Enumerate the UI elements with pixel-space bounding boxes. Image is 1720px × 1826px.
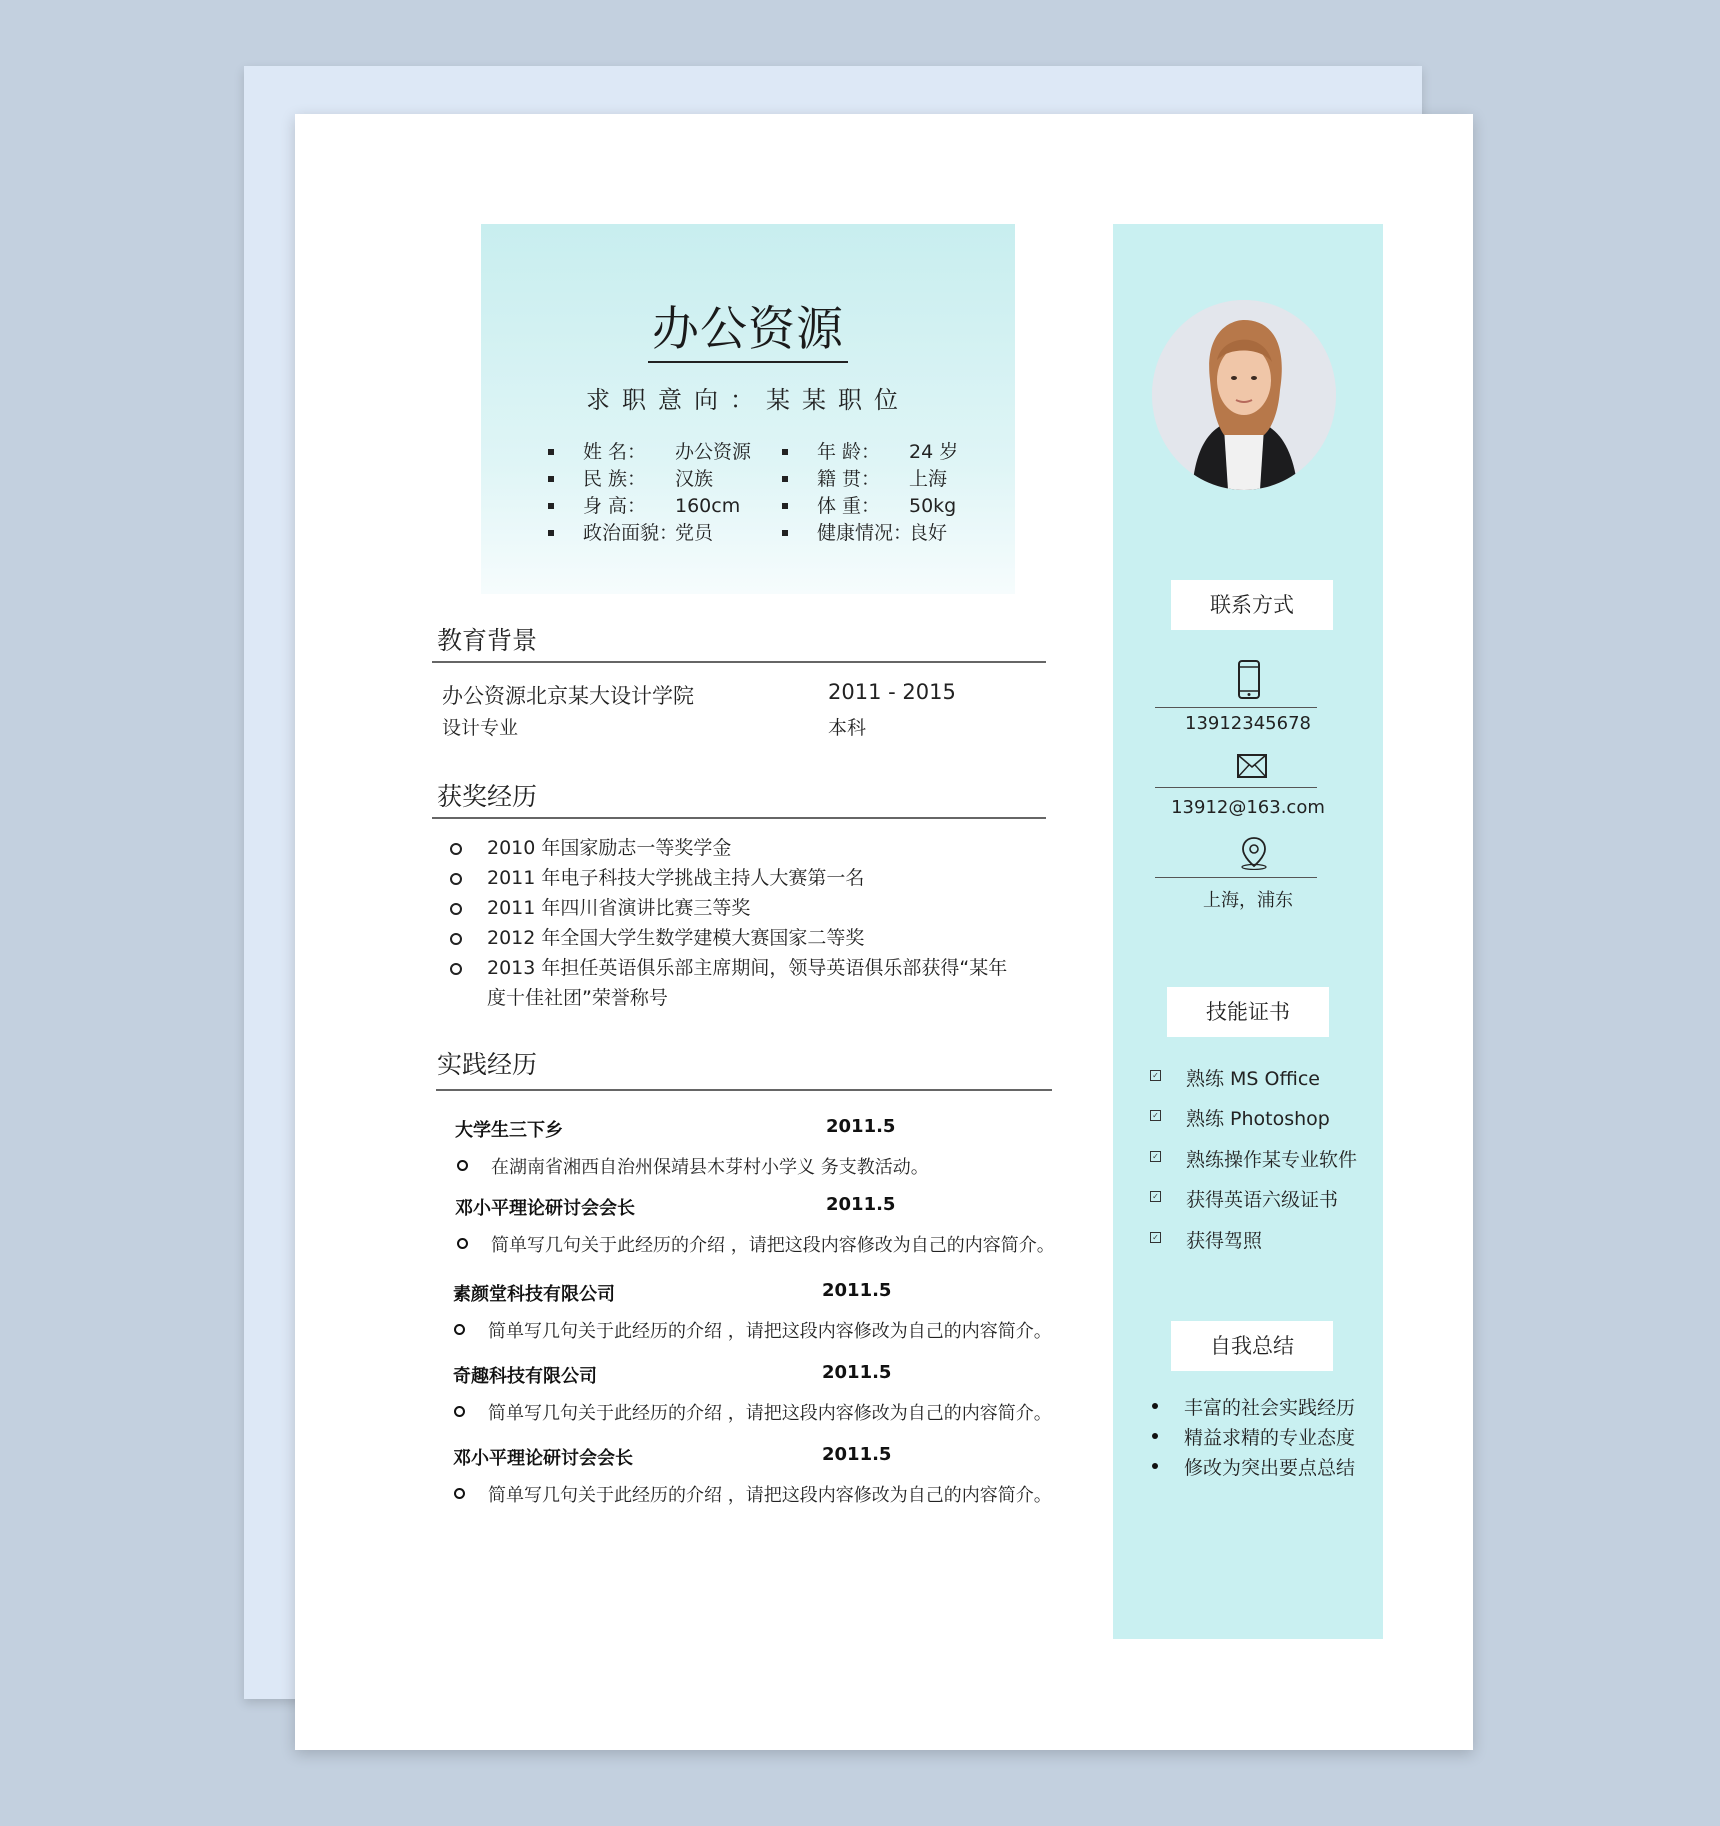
awards-title: 获奖经历 — [437, 782, 538, 811]
profile-photo — [1152, 300, 1336, 490]
awards-rule — [432, 817, 1046, 819]
skill-item: ✓ 熟练操作某专业软件 — [1186, 1145, 1357, 1172]
practice-item-title: 奇趣科技有限公司 — [453, 1366, 597, 1387]
education-rule — [432, 661, 1046, 663]
practice-item-title: 邓小平理论研讨会会长 — [453, 1448, 633, 1469]
checkbox-icon: ✓ — [1150, 1191, 1161, 1202]
education-period: 2011 - 2015 — [828, 680, 956, 704]
checkbox-icon: ✓ — [1150, 1151, 1161, 1162]
practice-item-desc: 简单写几句关于此经历的介绍 ，请把这段内容修改为自己的内容简介。 — [491, 1231, 1055, 1257]
skill-item: ✓ 熟练 Photoshop — [1186, 1104, 1330, 1131]
phone-icon — [1237, 660, 1261, 704]
practice-item-desc: 简单写几句关于此经历的介绍 ，请把这段内容修改为自己的内容简介。 — [488, 1317, 1052, 1343]
summary-item: 丰富的社会实践经历 — [1184, 1393, 1355, 1420]
address: 上海，浦东 — [1203, 890, 1293, 911]
practice-rule — [436, 1089, 1052, 1091]
info-ethnicity: 民 族： 汉族 — [583, 466, 713, 492]
skill-item: ✓ 获得英语六级证书 — [1186, 1185, 1338, 1212]
checkbox-icon: ✓ — [1150, 1232, 1161, 1243]
award-item: 2011 年四川省演讲比赛三等奖 — [487, 893, 750, 923]
award-item-continued: 度十佳社团”荣誉称号 — [487, 987, 668, 1009]
mail-rule — [1155, 787, 1317, 788]
location-icon — [1240, 836, 1268, 874]
practice-item-date: 2011.5 — [826, 1194, 896, 1215]
summary-item: 精益求精的专业态度 — [1184, 1423, 1355, 1450]
practice-item-desc: 简单写几句关于此经历的介绍 ，请把这段内容修改为自己的内容简介。 — [488, 1481, 1052, 1507]
info-height: 身 高： 160cm — [583, 493, 740, 519]
phone-rule — [1155, 707, 1317, 708]
mail-icon — [1237, 754, 1267, 782]
practice-title: 实践经历 — [437, 1050, 538, 1079]
skill-item: ✓ 熟练 MS Office — [1186, 1064, 1320, 1091]
name-title: 办公资源 — [652, 302, 844, 357]
education-title: 教育背景 — [437, 626, 538, 655]
skill-item: ✓ 获得驾照 — [1186, 1226, 1262, 1253]
checkbox-icon: ✓ — [1150, 1110, 1161, 1121]
practice-item-date: 2011.5 — [822, 1362, 892, 1383]
info-age: 年 龄： 24 岁 — [817, 439, 958, 465]
contact-title-box: 联系方式 — [1171, 580, 1333, 630]
education-degree: 本科 — [828, 717, 867, 739]
practice-item-date: 2011.5 — [826, 1116, 896, 1137]
practice-item-desc: 简单写几句关于此经历的介绍 ，请把这段内容修改为自己的内容简介。 — [488, 1399, 1052, 1425]
info-weight: 体 重： 50kg — [817, 493, 956, 519]
practice-item-date: 2011.5 — [822, 1444, 892, 1465]
phone-number: 13912345678 — [1185, 713, 1311, 734]
location-rule — [1155, 877, 1317, 878]
practice-item-date: 2011.5 — [822, 1280, 892, 1301]
info-politics: 政治面貌：党员 — [583, 520, 713, 546]
info-health: 健康情况：良好 — [817, 520, 947, 546]
award-item: 2012 年全国大学生数学建模大赛国家二等奖 — [487, 923, 864, 953]
summary-item: 修改为突出要点总结 — [1184, 1453, 1355, 1480]
name-underline — [648, 361, 848, 363]
email-address: 13912@163.com — [1171, 797, 1325, 818]
practice-item-desc: 在湖南省湘西自治州保靖县木芽村小学义 务支教活动。 — [491, 1153, 929, 1179]
summary-title-box: 自我总结 — [1171, 1321, 1333, 1371]
education-school: 办公资源北京某大设计学院 — [442, 684, 694, 708]
award-item: 2013 年担任英语俱乐部主席期间，领导英语俱乐部获得“某年 — [487, 953, 1007, 983]
checkbox-icon: ✓ — [1150, 1070, 1161, 1081]
info-hometown: 籍 贯： 上海 — [817, 466, 947, 492]
skills-title-box: 技能证书 — [1167, 987, 1329, 1037]
education-major: 设计专业 — [442, 717, 519, 739]
award-item: 2010 年国家励志一等奖学金 — [487, 833, 731, 863]
job-intent: 求职意向：某某职位 — [586, 386, 910, 414]
practice-item-title: 邓小平理论研讨会会长 — [455, 1198, 635, 1219]
practice-item-title: 素颜堂科技有限公司 — [453, 1284, 615, 1305]
practice-item-title: 大学生三下乡 — [455, 1120, 563, 1141]
info-name: 姓 名： 办公资源 — [583, 439, 751, 465]
award-item: 2011 年电子科技大学挑战主持人大赛第一名 — [487, 863, 864, 893]
